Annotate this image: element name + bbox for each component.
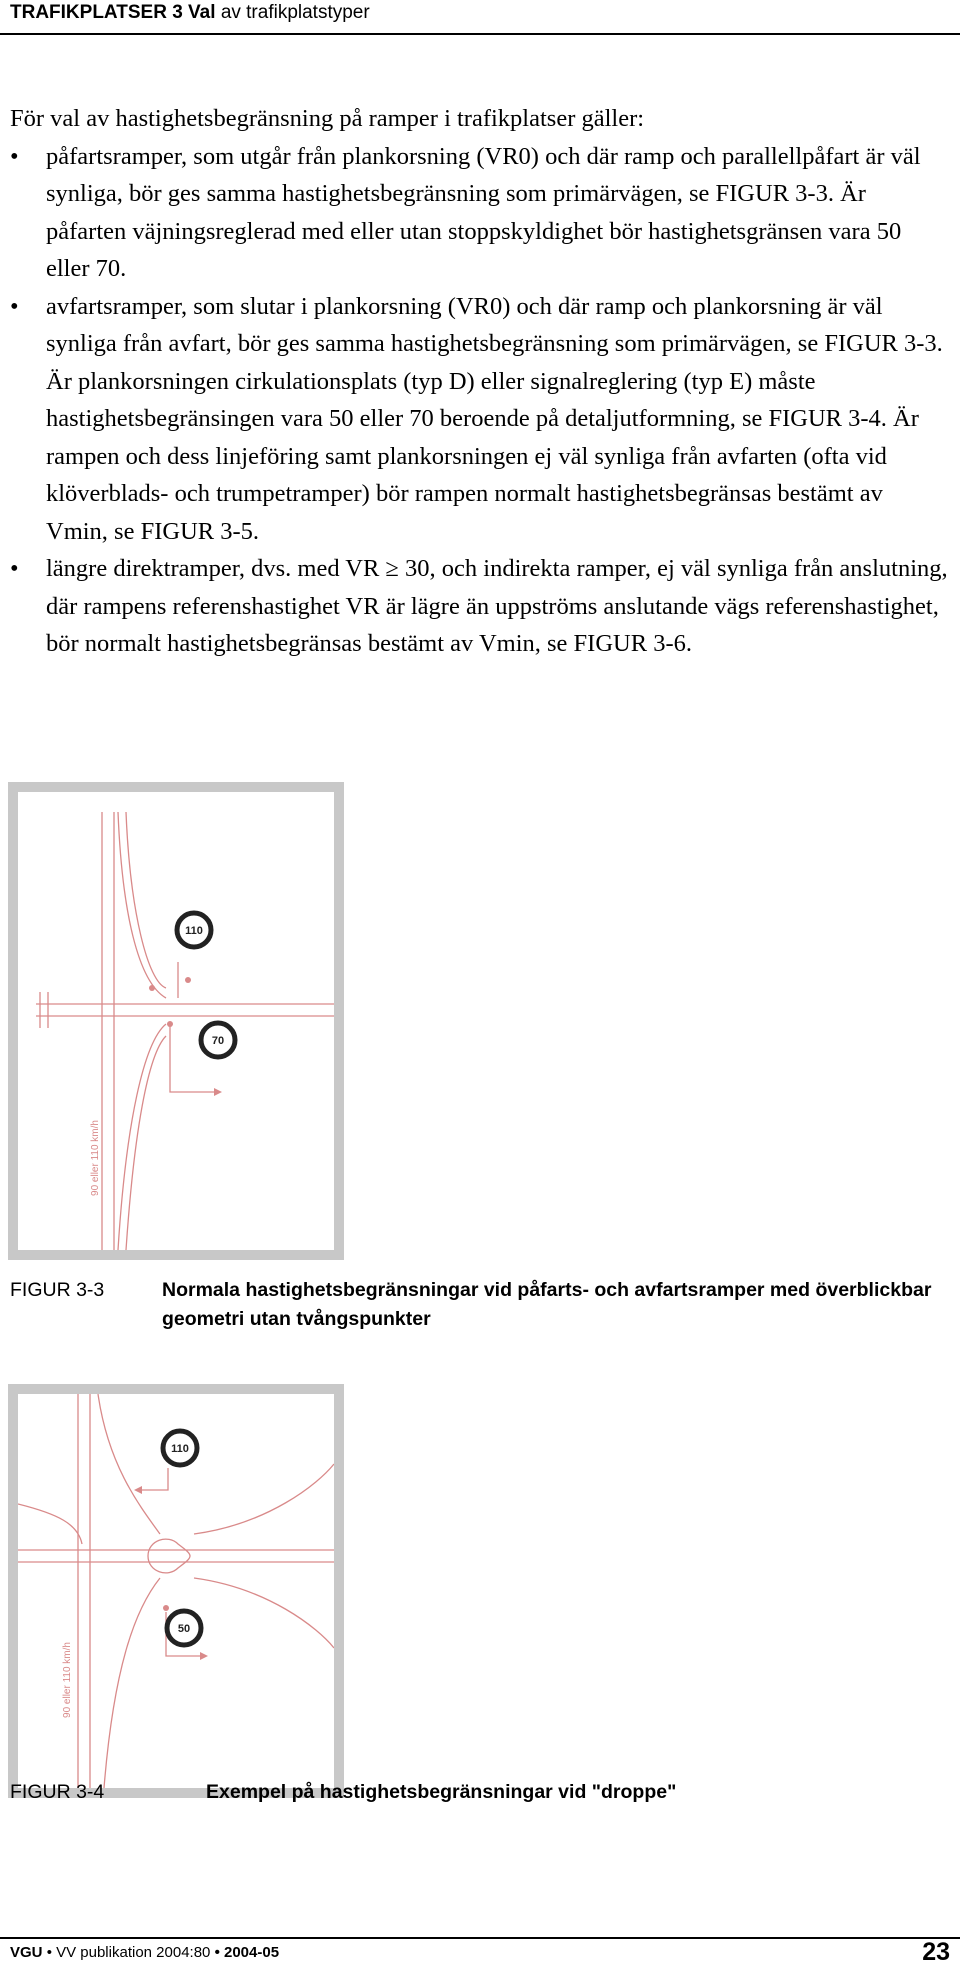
figure-caption: Exempel på hastighetsbegränsningar vid "droppe": [206, 1781, 677, 1803]
road-speed-label: 90 eller 110 km/h: [90, 1120, 101, 1196]
interchange-diagram: [18, 792, 334, 1250]
figure-canvas: [18, 1394, 334, 1788]
footer-org: VGU: [10, 1944, 43, 1961]
speed-sign-70: [201, 1023, 235, 1057]
svg-text:110: 110: [171, 1443, 189, 1455]
bullet-item: [10, 138, 950, 288]
header-chapter: TRAFIKPLATSER: [10, 2, 167, 23]
road-speed-label: 90 eller 110 km/h: [62, 1642, 73, 1718]
bullet-item: [10, 288, 950, 551]
page-number: 23: [922, 1938, 950, 1966]
figure-3-3-drawing: [8, 782, 344, 1260]
svg-text:70: 70: [211, 1035, 225, 1047]
bullet-list: [10, 138, 950, 663]
bullet-dot: •: [10, 292, 19, 320]
header-section: 3 Val: [172, 2, 216, 23]
figure-canvas: [18, 792, 334, 1250]
intro-paragraph: För val av hastighetsbegränsning på ramper i trafikplatser gäller:: [10, 105, 645, 132]
speed-sign-50: [167, 1611, 201, 1645]
speed-sign-110: [177, 913, 211, 947]
bullet-text: längre direktramper, dvs. med VR ≥ 30, och indirekta ramper, ej väl synliga från anslutning, där rampens referenshastighet VR är lägre än uppströms anslutande vägs referenshastighet, bör normalt hastighetsbegränsas bestämt av Vmin, se FIGUR 3-6.: [46, 555, 948, 657]
bullet-item: [10, 550, 950, 663]
bullet-dot: •: [10, 142, 19, 170]
header-rule: [0, 33, 960, 35]
speed-sign-110: [163, 1431, 197, 1465]
figure-label: FIGUR 3-3: [10, 1279, 105, 1301]
footer-publication: • VV publikation 2004:80: [46, 1944, 211, 1961]
running-header: [10, 2, 370, 24]
droplet-interchange-diagram: [18, 1394, 334, 1788]
figure-caption: Normala hastighetsbegränsningar vid påfarts- och avfartsramper med överblickbar geometri utan tvångspunkter: [162, 1279, 932, 1330]
figure-3-4-drawing: [8, 1384, 344, 1798]
footer-date: • 2004-05: [214, 1944, 280, 1961]
footer-rule: [0, 1937, 960, 1939]
footer: [10, 1944, 279, 1961]
svg-text:50: 50: [177, 1623, 191, 1635]
header-subtitle: av trafikplatstyper: [220, 2, 370, 23]
body-text: [10, 100, 950, 663]
figure-label: FIGUR 3-4: [10, 1781, 105, 1803]
bullet-dot: •: [10, 555, 19, 582]
svg-text:110: 110: [185, 925, 203, 937]
bullet-text: påfartsramper, som utgår från plankorsning (VR0) och där ramp och parallellpåfart är väl synliga, bör ges samma hastighetsbegränsning som primärvägen, se FIGUR 3-3. Är påfarten väjningsreglerad med eller utan stoppskyldighet bör hastighetsgränsen vara 50 eller 70.: [46, 142, 921, 282]
bullet-text: avfartsramper, som slutar i plankorsning (VR0) och där ramp och plankorsning är väl synliga från avfart, bör ges samma hastighetsbegränsning som primärvägen, se FIGUR 3-3. Är plankorsningen cirkulationsplats (typ D) eller signalreglering (typ E) måste hastighetsbegränsingen vara 50 eller 70 beroende på detaljutformning, se FIGUR 3-4. Är rampen och dess linjeföring samt plankorsningen ej väl synliga från avfarten (ofta vid klöverblads- och trumpetramper) bör rampen normalt hastighetsbegränsas bestämt av Vmin, se FIGUR 3-5.: [46, 292, 943, 545]
